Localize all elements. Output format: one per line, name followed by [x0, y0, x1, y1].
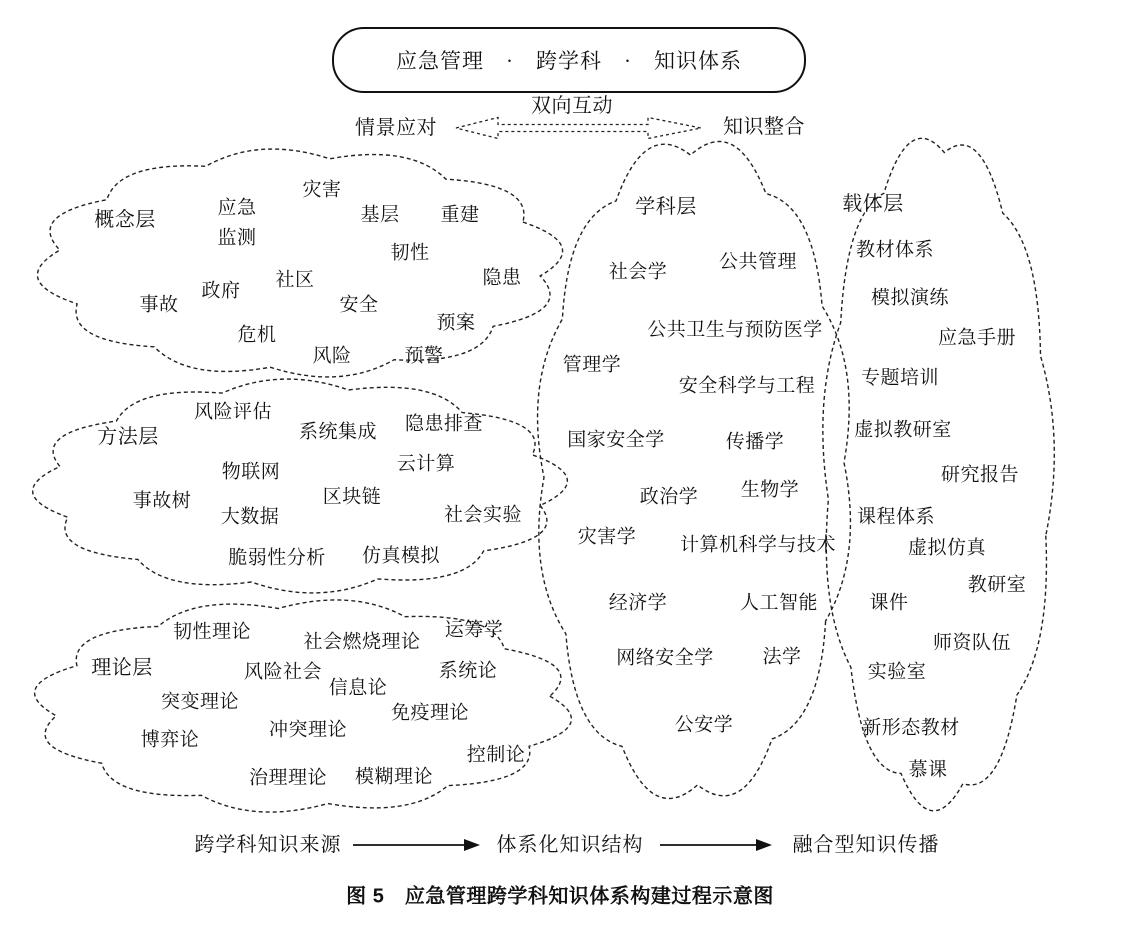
term: 基层 [360, 204, 400, 226]
term: 免疫理论 [390, 702, 470, 724]
term: 云计算 [396, 453, 456, 475]
term: 灾害 [302, 179, 342, 201]
cloud-discipline-outline [538, 142, 851, 799]
title-box [332, 27, 806, 93]
term: 治理理论 [248, 767, 328, 789]
term: 监测 [217, 227, 257, 249]
term: 隐患 [482, 267, 522, 289]
term: 预警 [404, 345, 444, 367]
flow-arrow-2 [660, 839, 772, 851]
term: 公共管理 [718, 251, 798, 273]
term: 模糊理论 [354, 766, 434, 788]
term: 社会学 [608, 261, 668, 283]
term: 灾害学 [577, 526, 637, 548]
term: 应急手册 [937, 327, 1017, 349]
term: 国家安全学 [567, 429, 665, 451]
term: 事故树 [132, 490, 192, 512]
term: 教材体系 [855, 239, 935, 261]
figure-caption: 图 5 应急管理跨学科知识体系构建过程示意图 [346, 885, 774, 908]
term: 重建 [440, 204, 480, 226]
title-box-text: 应急管理 · 跨学科 · 知识体系 [396, 49, 742, 73]
term: 系统集成 [298, 421, 378, 443]
flow-step-dissemination: 融合型知识传播 [792, 834, 940, 856]
term: 法学 [762, 646, 802, 668]
layer-label-theory: 理论层 [91, 657, 153, 679]
term: 生物学 [740, 479, 800, 501]
term: 实验室 [867, 661, 927, 683]
layer-label-method: 方法层 [97, 426, 159, 448]
term: 突变理论 [160, 691, 240, 713]
term: 社会燃烧理论 [303, 631, 421, 653]
term: 系统论 [438, 660, 498, 682]
term: 应急 [217, 197, 257, 219]
term: 区块链 [322, 486, 382, 508]
term: 研究报告 [940, 464, 1020, 486]
term: 人工智能 [739, 592, 819, 614]
term: 韧性 [390, 242, 430, 264]
term: 预案 [436, 312, 476, 334]
term: 危机 [237, 324, 277, 346]
term: 风险评估 [193, 401, 273, 423]
term: 社区 [275, 269, 315, 291]
term: 政治学 [639, 486, 699, 508]
bidirectional-arrow [456, 118, 701, 139]
layer-label-carrier: 载体层 [842, 193, 904, 215]
term: 隐患排查 [404, 413, 484, 435]
term: 韧性理论 [172, 621, 252, 643]
term: 公共卫生与预防医学 [647, 319, 823, 341]
term: 政府 [201, 280, 241, 302]
term: 经济学 [608, 592, 668, 614]
term: 课件 [869, 592, 909, 614]
term: 控制论 [466, 744, 526, 766]
term: 安全 [339, 294, 379, 316]
term: 脆弱性分析 [228, 547, 326, 569]
term: 运筹学 [444, 619, 504, 641]
term: 模拟演练 [870, 287, 950, 309]
term: 风险社会 [243, 661, 323, 683]
flow-arrow-1 [353, 839, 480, 851]
term: 大数据 [220, 506, 280, 528]
layer-label-discipline: 学科层 [635, 196, 697, 218]
label-knowledge-integration: 知识整合 [723, 116, 805, 138]
term: 公安学 [674, 714, 734, 736]
flow-step-structure: 体系化知识结构 [496, 834, 644, 856]
term: 慕课 [908, 759, 948, 781]
term: 教研室 [967, 574, 1027, 596]
term: 新形态教材 [862, 717, 960, 739]
term: 事故 [139, 294, 179, 316]
term: 管理学 [562, 354, 622, 376]
flow-step-source: 跨学科知识来源 [194, 834, 342, 856]
term: 社会实验 [443, 504, 523, 526]
term: 博弈论 [140, 729, 200, 751]
label-bidirectional-interaction: 双向互动 [531, 95, 613, 117]
term: 风险 [312, 345, 352, 367]
term: 专题培训 [860, 367, 940, 389]
term: 安全科学与工程 [678, 375, 816, 397]
term: 冲突理论 [268, 719, 348, 741]
term: 仿真模拟 [361, 545, 441, 567]
term: 课程体系 [856, 506, 936, 528]
term: 传播学 [725, 431, 785, 453]
term: 信息论 [328, 677, 388, 699]
label-scenario-response: 情景应对 [355, 117, 437, 139]
term: 虚拟仿真 [907, 537, 987, 559]
layer-label-concept: 概念层 [94, 209, 156, 231]
term: 物联网 [221, 461, 281, 483]
cloud-concept-outline [37, 149, 562, 377]
term: 虚拟教研室 [854, 419, 952, 441]
term: 网络安全学 [616, 647, 714, 669]
term: 计算机科学与技术 [679, 534, 837, 556]
term: 师资队伍 [932, 632, 1012, 654]
